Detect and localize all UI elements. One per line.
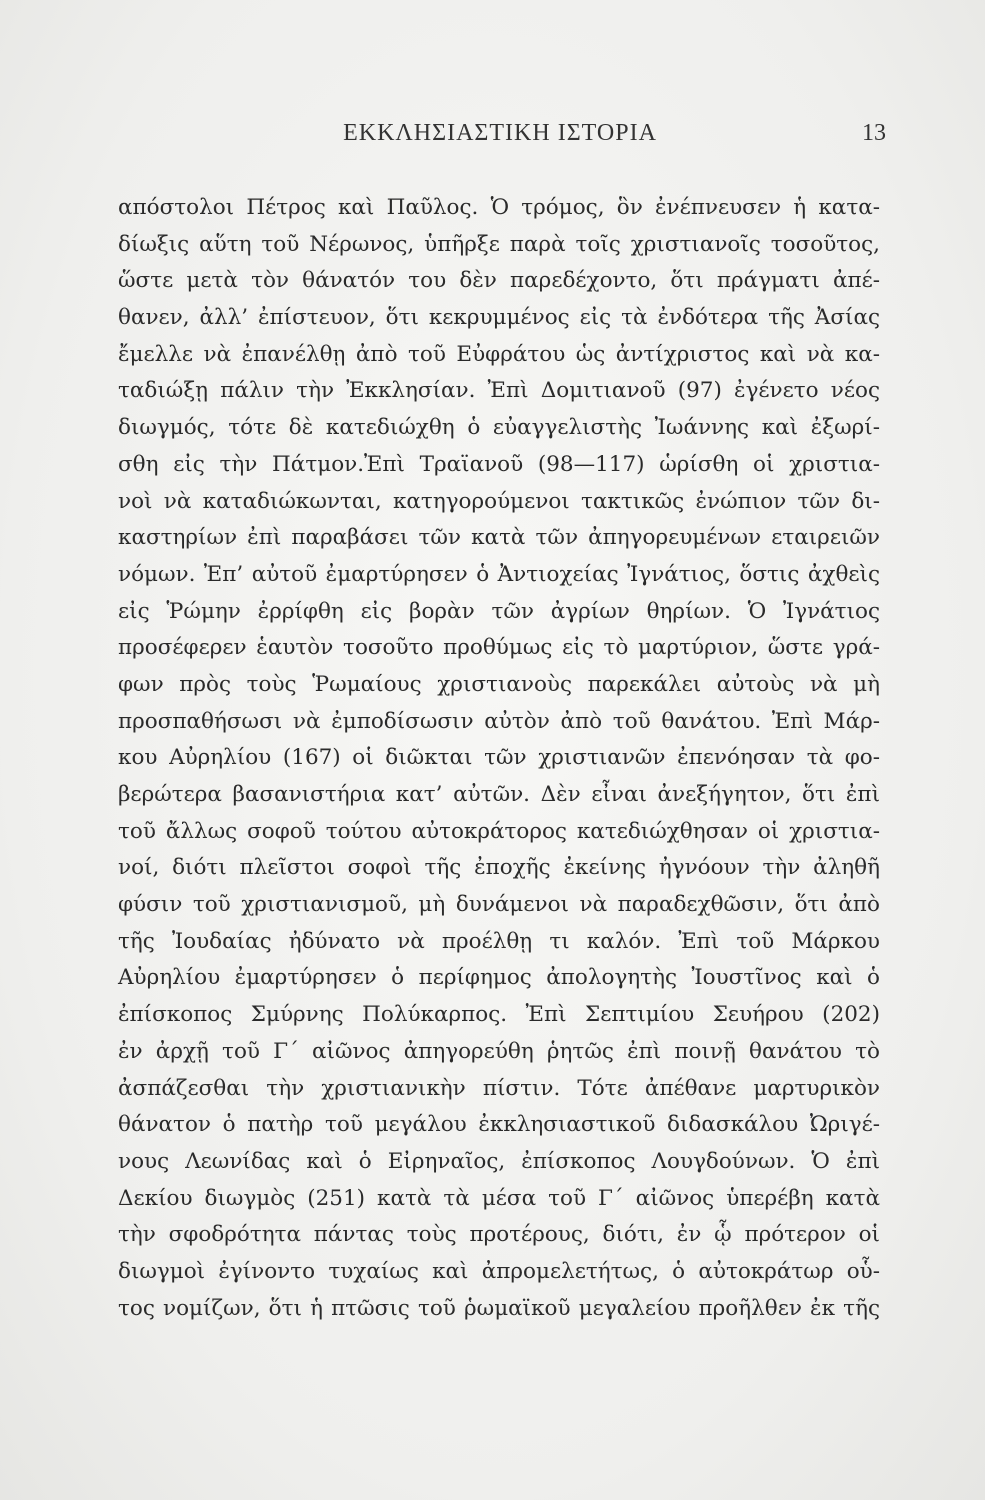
body-text [118, 190, 880, 1327]
text-line: νόμων. Ἐπ’ αὐτοῦ ἐμαρτύρησεν ὁ Ἀντιοχείας Ἰγνάτιος, ὅστις ἀχθεὶς [118, 561, 880, 587]
text-line: φων πρὸς τοὺς Ῥωμαίους χριστιανοὺς παρεκάλει αὐτοὺς νὰ μὴ [118, 671, 880, 697]
text-line: διωγμός, τότε δὲ κατεδιώχθη ὁ εὐαγγελιστὴς Ἰωάννης καὶ ἐξωρί- [118, 415, 880, 441]
text-line: Δεκίου διωγμὸς (251) κατὰ τὰ μέσα τοῦ Γ΄ αἰῶνος ὑπερέβη κατὰ [118, 1185, 880, 1211]
text-line: νοί, διότι πλεῖστοι σοφοὶ τῆς ἐποχῆς ἐκείνης ἠγνόουν τὴν ἀληθῆ [118, 855, 880, 881]
text-line: θανεν, ἀλλ’ ἐπίστευον, ὅτι κεκρυμμένος εἰς τὰ ἐνδότερα τῆς Ἀσίας [118, 305, 880, 331]
text-line: προσέφερεν ἑαυτὸν τοσοῦτο προθύμως εἰς τὸ μαρτύριον, ὥστε γρά- [118, 635, 880, 661]
text-line: τος νομίζων, ὅτι ἡ πτῶσις τοῦ ῥωμαϊκοῦ μεγαλείου προῆλθεν ἐκ τῆς [118, 1295, 880, 1321]
text-line: καστηρίων ἐπὶ παραβάσει τῶν κατὰ τῶν ἀπηγορευμένων εταιρειῶν [118, 525, 880, 551]
text-line: ταδιώξῃ πάλιν τὴν Ἐκκλησίαν. Ἐπὶ Δομιτιανοῦ (97) ἐγένετο νέος [118, 378, 880, 404]
text-line: ὥστε μετὰ τὸν θάνατόν του δὲν παρεδέχοντο, ὅτι πράγματι ἀπέ- [118, 268, 880, 294]
running-header [120, 120, 886, 160]
text-line: βερώτερα βασανιστήρια κατ’ αὐτῶν. Δὲν εἶναι ἀνεξήγητον, ὅτι ἐπὶ [118, 782, 880, 807]
text-line: τὴν σφοδρότητα πάντας τοὺς προτέρους, διότι, ἐν ᾧ πρότερον οἱ [118, 1222, 880, 1248]
text-line: ἀσπάζεσθαι τὴν χριστιανικὴν πίστιν. Τότε ἀπέθανε μαρτυρικὸν [118, 1075, 880, 1101]
page-number: 13 [862, 120, 886, 146]
text-line: ἔμελλε νὰ ἐπανέλθῃ ἀπὸ τοῦ Εὐφράτου ὡς ἀντίχριστος καὶ νὰ κα- [118, 341, 880, 367]
running-title: ΕΚΚΛΗΣΙΑΣΤΙΚΗ ΙΣΤΟΡΙΑ [343, 120, 657, 146]
text-line: τῆς Ἰουδαίας ἠδύνατο νὰ προέλθῃ τι καλόν. Ἐπὶ τοῦ Μάρκου [118, 928, 880, 954]
text-line: φύσιν τοῦ χριστιανισμοῦ, μὴ δυνάμενοι νὰ παραδεχθῶσιν, ὅτι ἀπὸ [118, 892, 880, 918]
text-line: σθη εἰς τὴν Πάτμον.Ἐπὶ Τραϊανοῦ (98—117) ὡρίσθη οἱ χριστια- [118, 451, 880, 477]
text-line: νοὶ νὰ καταδιώκωνται, κατηγορούμενοι τακτικῶς ἐνώπιον τῶν δι- [118, 488, 880, 514]
text-line: εἰς Ῥώμην ἐρρίφθη εἰς βορὰν τῶν ἀγρίων θηρίων. Ὁ Ἰγνάτιος [118, 598, 880, 624]
text-line: ἐν ἀρχῇ τοῦ Γ΄ αἰῶνος ἀπηγορεύθη ῥητῶς ἐπὶ ποινῇ θανάτου τὸ [118, 1038, 880, 1064]
text-line: τοῦ ἄλλως σοφοῦ τούτου αὐτοκράτορος κατεδιώχθησαν οἱ χριστια- [118, 818, 880, 844]
text-line: δίωξις αὕτη τοῦ Νέρωνος, ὑπῆρξε παρὰ τοῖς χριστιανοῖς τοσοῦτος, [118, 231, 880, 257]
text-line: Αὐρηλίου ἐμαρτύρησεν ὁ περίφημος ἀπολογητὴς Ἰουστῖνος καὶ ὁ [118, 965, 880, 991]
text-line: απόστολοι Πέτρος καὶ Παῦλος. Ὁ τρόμος, ὃν ἐνέπνευσεν ἡ κατα- [118, 195, 880, 220]
text-line: προσπαθήσωσι νὰ ἐμποδίσωσιν αὐτὸν ἀπὸ τοῦ θανάτου. Ἐπὶ Μάρ- [118, 708, 880, 734]
text-line: κου Αὐρηλίου (167) οἱ διῶκται τῶν χριστιανῶν ἐπενόησαν τὰ φο- [118, 745, 880, 771]
text-line: διωγμοὶ ἐγίνοντο τυχαίως καὶ ἀπρομελετήτως, ὁ αὐτοκράτωρ οὗ- [118, 1258, 880, 1284]
text-line: θάνατον ὁ πατὴρ τοῦ μεγάλου ἐκκλησιαστικοῦ διδασκάλου Ὠριγέ- [118, 1112, 880, 1138]
text-line: ἐπίσκοπος Σμύρνης Πολύκαρπος. Ἐπὶ Σεπτιμίου Σευήρου (202) [118, 1002, 880, 1028]
text-line: νους Λεωνίδας καὶ ὁ Εἰρηναῖος, ἐπίσκοπος Λουγδούνων. Ὁ ἐπὶ [118, 1148, 880, 1174]
